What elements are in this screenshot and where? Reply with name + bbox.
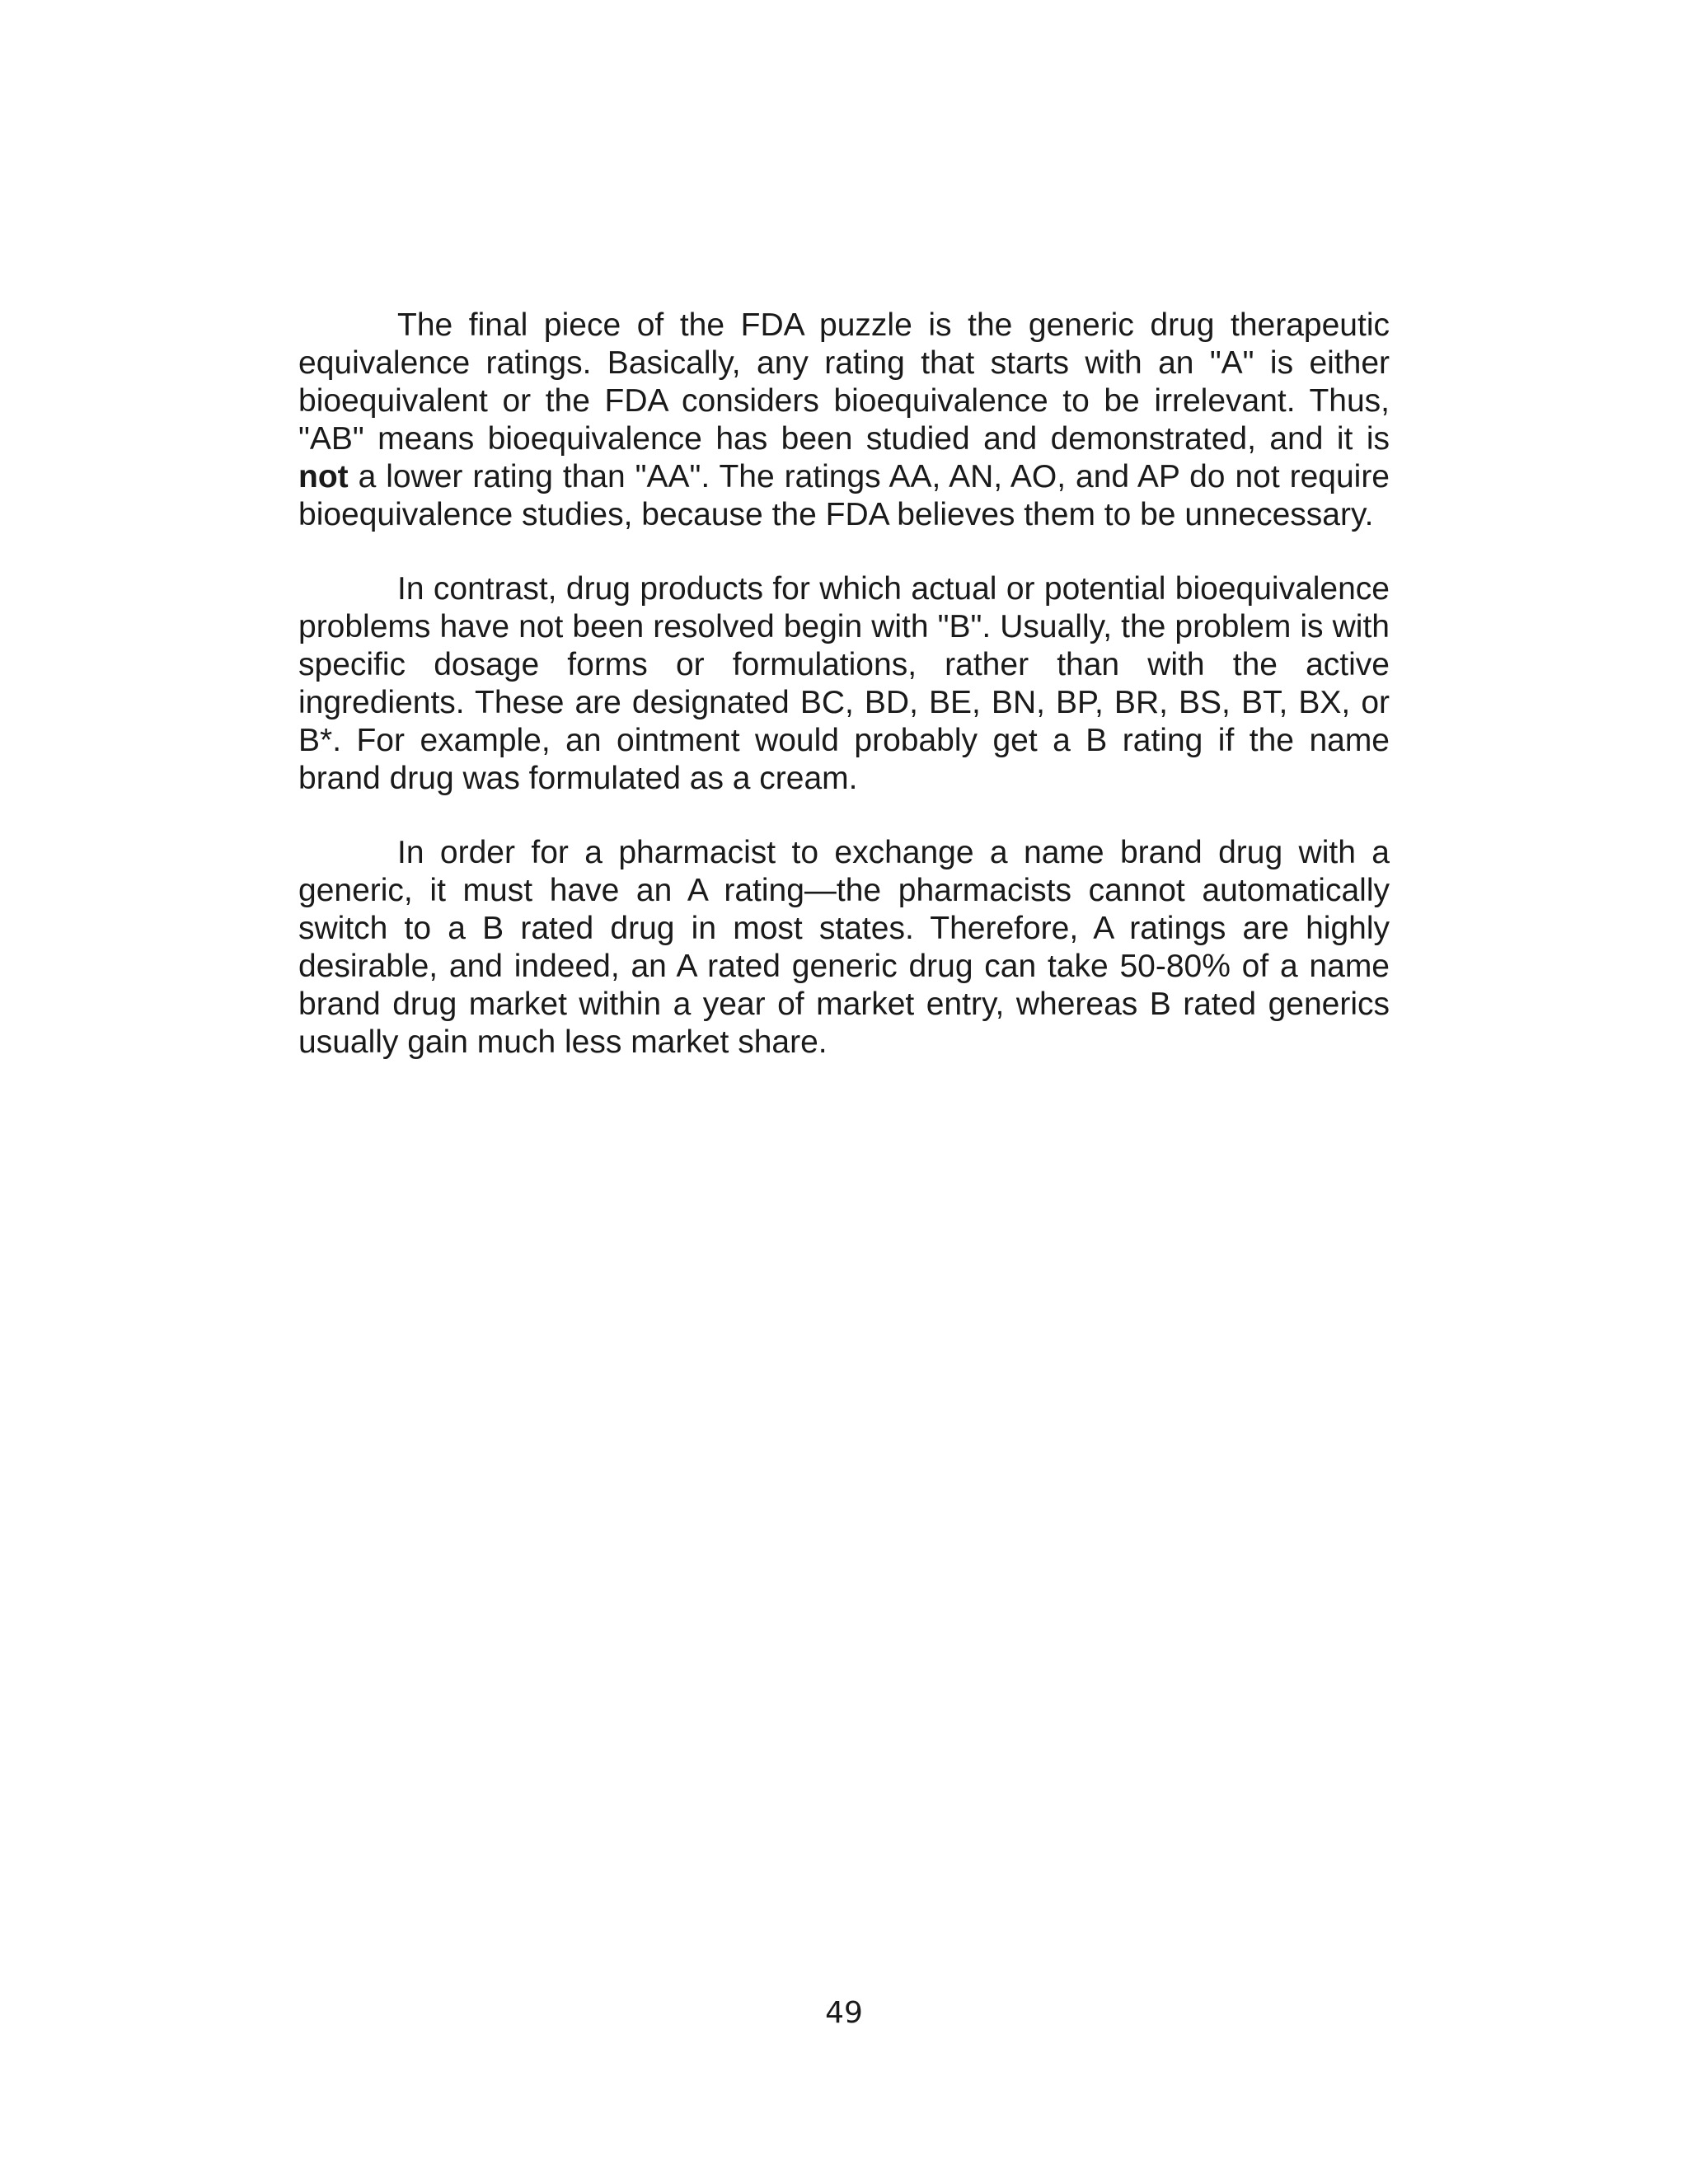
body-text: [298, 307, 1390, 1098]
paragraph-1-text-start: The final piece of the FDA puzzle is the generic drug therapeutic equivalence ratings. Basically, any rating that starts with an "A" is either bioequivalent or the FDA considers bioequivalence to be irrelevant. Thus, "AB" means bioequivalence has been studied and demonstrated, and it is: [298, 307, 1390, 457]
page-number: 49: [825, 1996, 863, 2030]
paragraph-pharmacist-exchange: In order for a pharmacist to exchange a name brand drug with a generic, it must have an A rating—the pharmacists cannot automatically switch to a B rated drug in most states. Therefore, A ratings are highly desirable, and indeed, an A rated generic drug can take 50-80% of a name brand drug market within a year of market entry, whereas B rated generics usually gain much less market share.: [298, 835, 1390, 1060]
emphasis-not: not: [298, 459, 349, 494]
paragraph-ratings-intro: [298, 307, 1390, 534]
paragraph-1-text-end: a lower rating than "AA". The ratings AA, AN, AO, and AP do not require bioequivalence studies, because the FDA believes them to be unnecessary.: [298, 459, 1390, 532]
paragraph-b-ratings: In contrast, drug products for which actual or potential bioequivalence problems have not been resolved begin with "B". Usually, the problem is with specific dosage forms or formulations, rather than with the active ingredients. These are designated BC, BD, BE, BN, BP, BR, BS, BT, BX, or B*. For example, an ointment would probably get a B rating if the name brand drug was formulated as a cream.: [298, 571, 1390, 796]
